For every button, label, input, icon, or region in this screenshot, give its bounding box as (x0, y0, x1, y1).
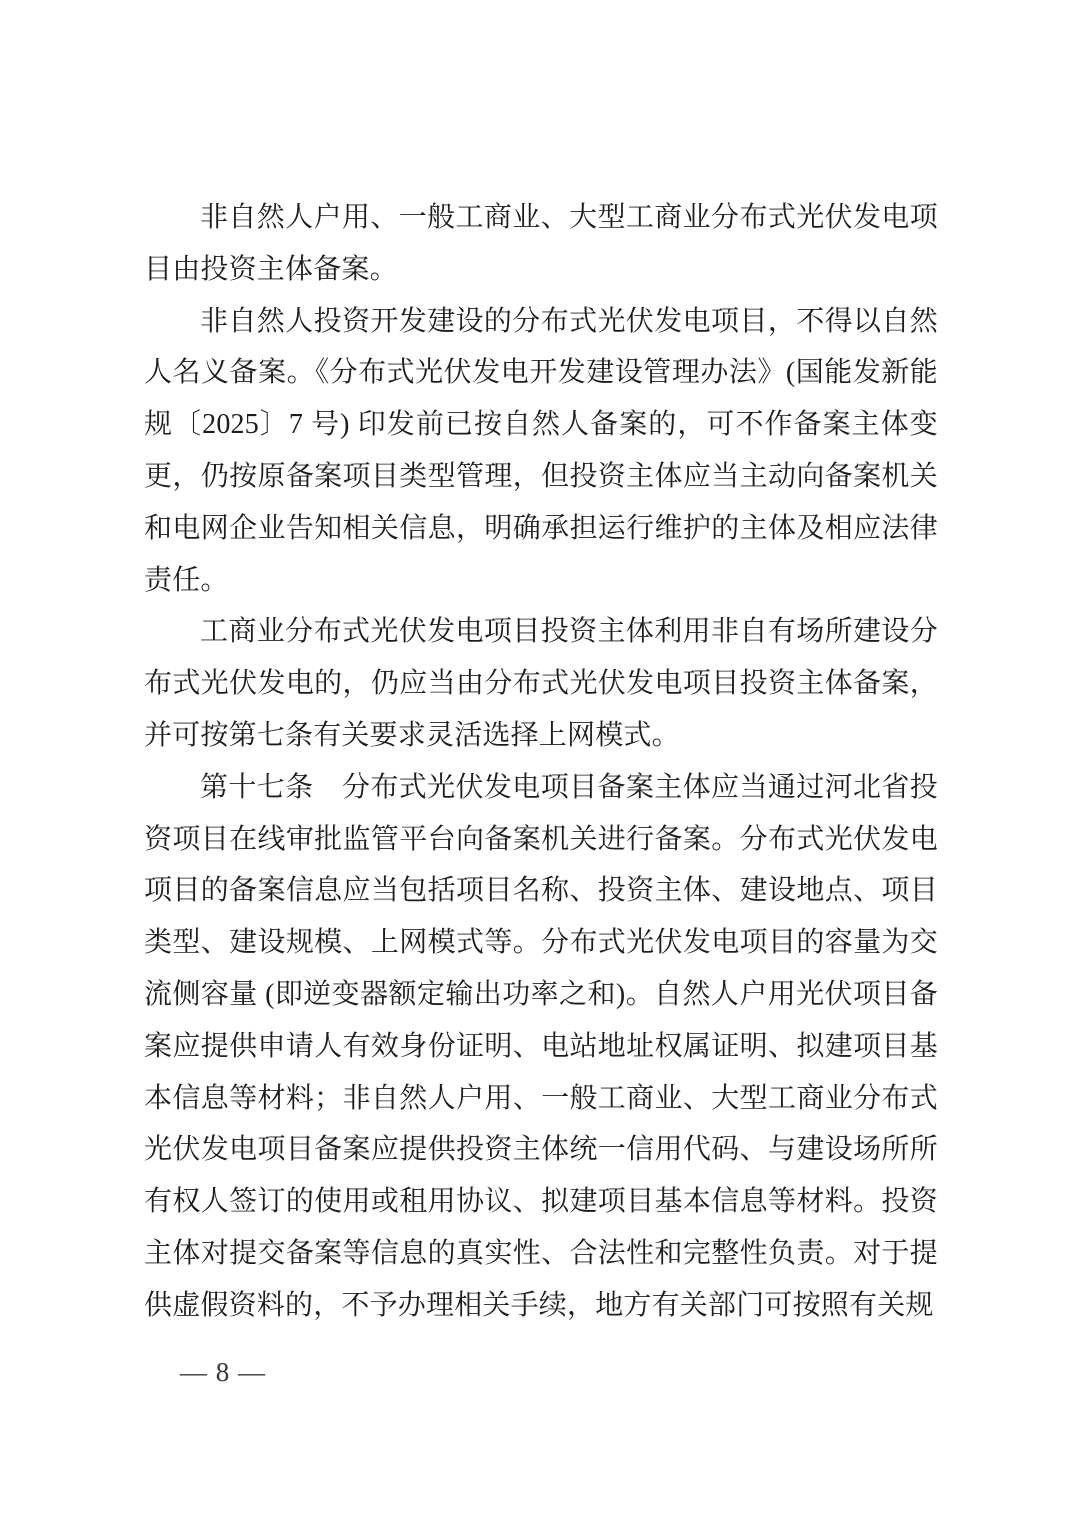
document-body-text (144, 192, 938, 1332)
page-number: — 8 — (180, 1357, 266, 1387)
body-paragraph: 工商业分布式光伏发电项目投资主体利用非自有场所建设分布式光伏发电的，仍应当由分布式光伏发电项目投资主体备案，并可按第七条有关要求灵活选择上网模式。 (144, 616, 938, 751)
body-paragraph: 非自然人投资开发建设的分布式光伏发电项目，不得以自然人名义备案。《分布式光伏发电开发建设管理办法》(国能发新能规〔2025〕7 号) 印发前已按自然人备案的，可不作备案主体变更，仍按原备案项目类型管理，但投资主体应当主动向备案机关和电网企业告知相关信息，明确承担运行维护的主体及相应法律责任。 (144, 305, 938, 596)
body-paragraph-article-17: 第十七条 分布式光伏发电项目备案主体应当通过河北省投资项目在线审批监管平台向备案机关进行备案。分布式光伏发电项目的备案信息应当包括项目名称、投资主体、建设地点、项目类型、建设规模、上网模式等。分布式光伏发电项目的容量为交流侧容量 (即逆变器额定输出功率之和)。自然人户用光伏项目备案应提供申请人有效身份证明、电站地址权属证明、拟建项目基本信息等材料；非自然人户用、一般工商业、大型工商业分布式光伏发电项目备案应提供投资主体统一信用代码、与建设场所所有权人签订的使用或租用协议、拟建项目基本信息等材料。投资主体对提交备案等信息的真实性、合法性和完整性负责。对于提供虚假资料的，不予办理相关手续，地方有关部门可按照有关规 (144, 771, 938, 1321)
body-paragraph: 非自然人户用、一般工商业、大型工商业分布式光伏发电项目由投资主体备案。 (144, 202, 938, 285)
